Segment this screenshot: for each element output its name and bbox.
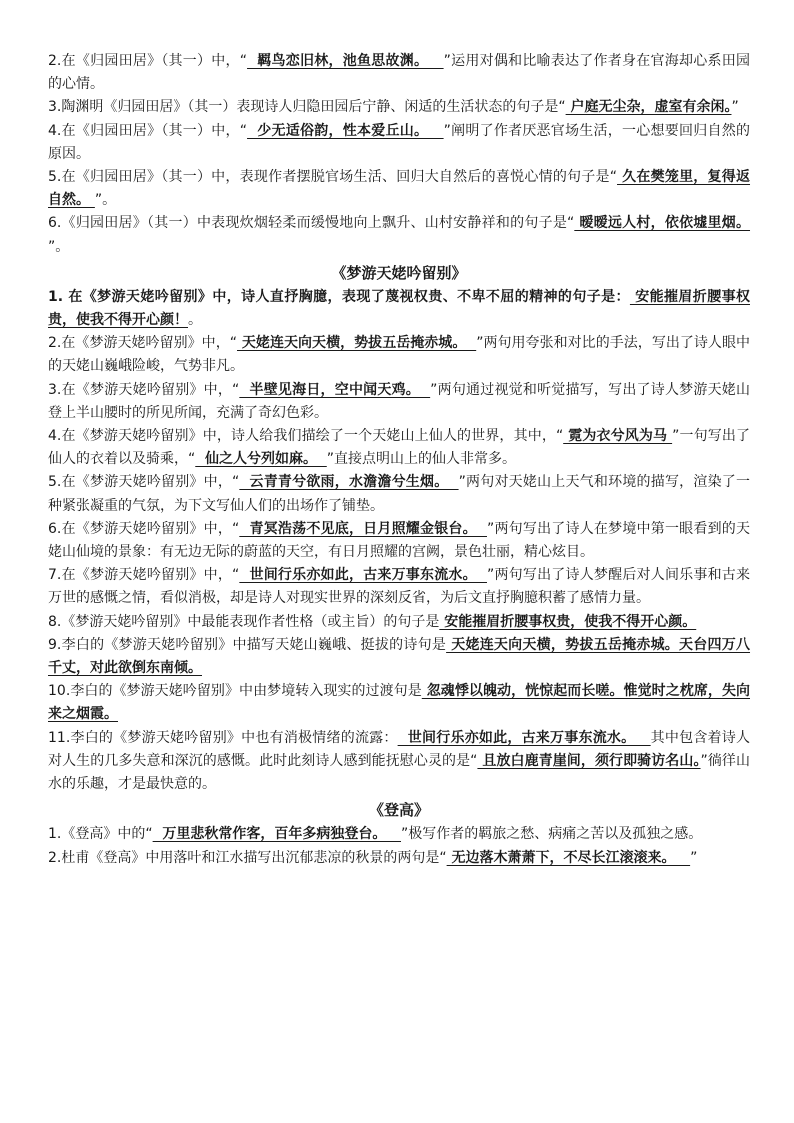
answer-text: 暧暧远人村，依依墟里烟。 bbox=[574, 215, 751, 232]
question-item: 2.在《归园田居》（其一）中，“ 羁鸟恋旧林，池鱼思故渊。 ”运用对偶和比喻表达了作者身在官海却心系田园的心情。 bbox=[48, 53, 750, 93]
question-item: 9.李白的《梦游天姥吟留别》中描写天姥山巍峨、挺拔的诗句是 天姥连天向天横，势拔五岳掩赤城。天台四万八千丈，对此欲倒东南倾。 bbox=[48, 636, 751, 677]
answer-text: 安能摧眉折腰事权贵，使我不得开心颜！ bbox=[48, 288, 750, 329]
question-item: 5.在《梦游天姥吟留别》中，“ 云青青兮欲雨，水澹澹兮生烟。 ”两句对天姥山上天气和环境的描写，渲染了一种紧张凝重的气氛，为下文写仙人们的出场作了铺垫。 bbox=[48, 474, 750, 514]
question-item: 11.李白的《梦游天姥吟留别》中也有消极情绪的流露： 世间行乐亦如此，古来万事东流水。 其中包含着诗人对人生的几多失意和深沉的感慨。此时此刻诗人感到能抚慰心灵的是“ 且放白鹿青崖间，须行即骑访名山。”徜徉山水的乐趣，才是最快意的。 bbox=[48, 729, 750, 793]
answer-text: 天姥连天向天横，势拔五岳掩赤城。 bbox=[237, 335, 477, 352]
question-item: 1. 在《梦游天姥吟留别》中，诗人直抒胸臆，表现了蔑视权贵、不卑不屈的精神的句子是： 安能摧眉折腰事权贵，使我不得开心颜！。 bbox=[48, 288, 750, 329]
question-item: 2.在《梦游天姥吟留别》中，“ 天姥连天向天横，势拔五岳掩赤城。 ”两句用夸张和对比的手法，写出了诗人眼中的天姥山巍峨险峻，气势非凡。 bbox=[48, 335, 750, 375]
question-item: 1.《登高》中的“ 万里悲秋常作客，百年多病独登台。 ”极写作者的羁旅之愁、病痛之苦以及孤独之感。 bbox=[48, 826, 703, 843]
answer-text: 世间行乐亦如此，古来万事东流水。 bbox=[397, 729, 651, 746]
question-item: 5.在《归园田居》（其一）中，表现作者摆脱官场生活、回归大自然后的喜悦心情的句子是“ 久在樊笼里，复得返自然。 ”。 bbox=[48, 169, 751, 209]
section-title: 《梦游天姥吟留别》 bbox=[331, 263, 467, 282]
question-item: 7.在《梦游天姥吟留别》中，“ 世间行乐亦如此，古来万事东流水。 ”两句写出了诗人梦醒后对人间乐事和古来万世的感慨之情，看似消极，却是诗人对现实世界的深刻反省，为后文直抒胸臆积蓄了感情力量。 bbox=[48, 567, 750, 607]
answer-text: 霓为衣兮风为马 bbox=[563, 428, 673, 445]
answer-text: 久在樊笼里，复得返自然。 bbox=[48, 169, 751, 209]
answer-text: 户庭无尘杂，虚室有余闲。 bbox=[565, 99, 732, 116]
document-page bbox=[48, 50, 750, 870]
section-denggao bbox=[48, 823, 750, 869]
answer-text: 且放白鹿青崖间，须行即骑访名山。 bbox=[477, 752, 701, 769]
answer-text: 忽魂悸以魄动，恍惊起而长嗟。惟觉时之枕席，失向来之烟霞。 bbox=[48, 683, 750, 723]
answer-text: 仙之人兮列如麻。 bbox=[195, 451, 327, 468]
answer-text: 天姥连天向天横，势拔五岳掩赤城。天台四万八千丈，对此欲倒东南倾。 bbox=[48, 636, 751, 677]
answer-text: 安能摧眉折腰事权贵，使我不得开心颜。 bbox=[439, 613, 697, 630]
question-item: 4.在《归园田居》（其一）中，“ 少无适俗韵，性本爱丘山。 ”阐明了作者厌恶官场生活，一心想要回归自然的原因。 bbox=[48, 122, 750, 162]
question-item: 2.杜甫《登高》中用落叶和江水描写出沉郁悲凉的秋景的两句是“ 无边落木萧萧下，不尽长江滚滚来。 ” bbox=[48, 849, 698, 866]
answer-text: 青冥浩荡不见底，日月照耀金银台。 bbox=[239, 520, 487, 537]
question-item: 3.在《梦游天姥吟留别》中，“ 半壁见海日，空中闻天鸡。 ”两句通过视觉和听觉描写，写出了诗人梦游天姥山登上半山腰时的所见所闻，充满了奇幻色彩。 bbox=[48, 381, 750, 421]
question-item: 6.《归园田居》（其一）中表现炊烟轻柔而缓慢地向上飘升、山村安静祥和的句子是“ 暧暧远人村，依依墟里烟。 ”。 bbox=[48, 215, 751, 255]
question-item: 3.陶渊明《归园田居》（其一）表现诗人归隐田园后宁静、闲适的生活状态的句子是“ 户庭无尘杂，虚室有余闲。” bbox=[48, 99, 739, 116]
answer-text: 羁鸟恋旧林，池鱼思故渊。 bbox=[247, 53, 444, 69]
answer-text: 云青青兮欲雨，水澹澹兮生烟。 bbox=[239, 474, 459, 491]
question-item: 4.在《梦游天姥吟留别》中，诗人给我们描绘了一个天姥山上仙人的世界，其中，“ 霓为衣兮风为马 ”一句写出了仙人的衣着以及骑乘，“ 仙之人兮列如麻。 ”直接点明山上的仙人非常多。 bbox=[48, 428, 751, 468]
section-mengyoutianmu bbox=[48, 286, 750, 796]
answer-text: 少无适俗韵，性本爱丘山。 bbox=[247, 122, 444, 139]
answer-text: 万里悲秋常作客，百年多病独登台。 bbox=[152, 826, 401, 843]
answer-text: 无边落木萧萧下，不尽长江滚滚来。 bbox=[446, 849, 691, 866]
answer-text: 世间行乐亦如此，古来万事东流水。 bbox=[239, 567, 487, 584]
section-guiyuantianju bbox=[48, 50, 750, 259]
question-item: 10.李白的《梦游天姥吟留别》中由梦境转入现实的过渡句是 忽魂悸以魄动，恍惊起而长嗟。惟觉时之枕席，失向来之烟霞。 bbox=[48, 683, 750, 723]
question-item: 8.《梦游天姥吟留别》中最能表现作者性格（或主旨）的句子是 安能摧眉折腰事权贵，使我不得开心颜。 bbox=[48, 613, 697, 630]
answer-text: 半壁见海日，空中闻天鸡。 bbox=[239, 381, 431, 398]
section-title: 《登高》 bbox=[368, 801, 429, 820]
question-item: 6.在《梦游天姥吟留别》中，“ 青冥浩荡不见底，日月照耀金银台。 ”两句写出了诗人在梦境中第一眼看到的天姥山仙境的景象：有无边无际的蔚蓝的天空，有日月照耀的宫阙，景色壮丽，精心炫目。 bbox=[48, 520, 750, 561]
